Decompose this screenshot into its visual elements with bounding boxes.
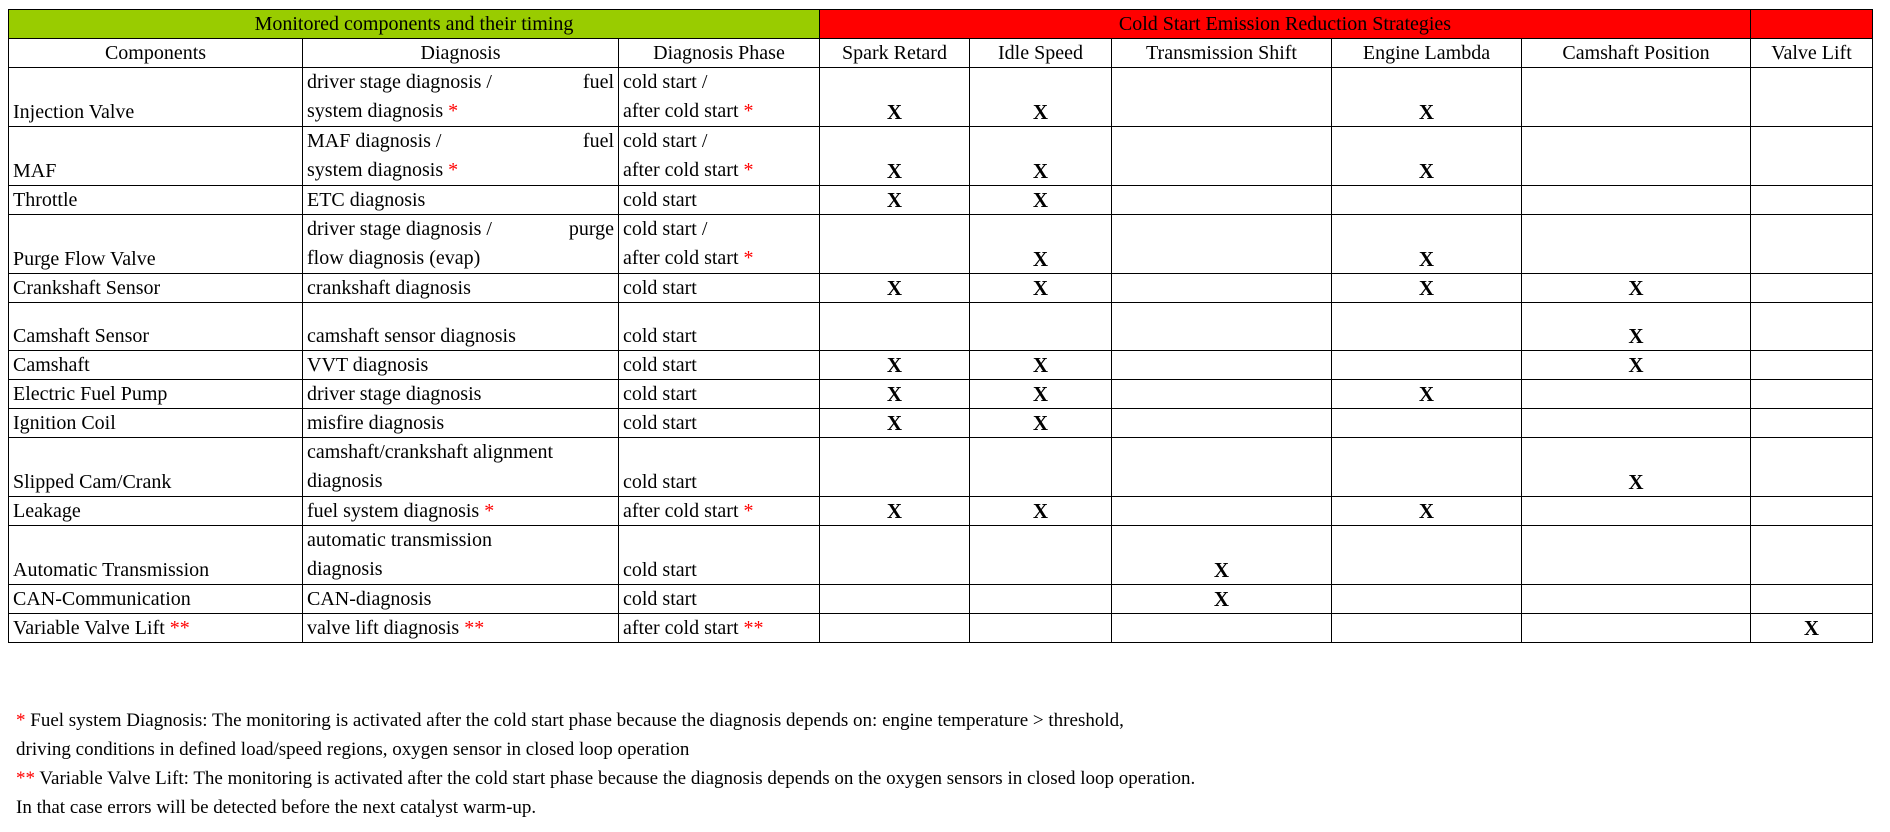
footnote-fuel-system: * Fuel system Diagnosis: The monitoring is activated after the cold start phase because the diagnosis depends on: engine temperature > threshold, (16, 710, 1124, 731)
mark-valve-lift (1751, 585, 1873, 614)
diagnosis-cell (303, 614, 619, 643)
phase-line: cold start / (623, 71, 708, 93)
header-components: Components (9, 39, 303, 68)
footnote-marker: ** (16, 768, 35, 789)
table-row (9, 614, 1873, 643)
component-name: Camshaft (13, 354, 90, 376)
component-cell (9, 303, 303, 351)
footnotes (16, 706, 1195, 822)
table-row (9, 215, 1873, 274)
component-name: Crankshaft Sensor (13, 277, 161, 299)
diagnosis-line: automatic transmission (307, 529, 492, 551)
component-cell (9, 380, 303, 409)
mark-engine-lambda: X (1332, 127, 1522, 186)
mark-engine-lambda (1332, 303, 1522, 351)
mark-spark-retard: X (820, 380, 970, 409)
mark-transmission-shift: X (1112, 526, 1332, 585)
column-header-row (9, 39, 1873, 68)
mark-camshaft-position (1522, 614, 1751, 643)
component-cell (9, 186, 303, 215)
table-row (9, 274, 1873, 303)
asterisk-marker: * (484, 500, 495, 522)
mark-engine-lambda (1332, 186, 1522, 215)
phase-text: cold start (623, 325, 697, 347)
diagnosis-line: flow diagnosis (evap) (307, 247, 481, 269)
header-spark-retard: Spark Retard (820, 39, 970, 68)
mark-valve-lift (1751, 186, 1873, 215)
diagnosis-cell (303, 186, 619, 215)
mark-transmission-shift (1112, 127, 1332, 186)
footnote-marker: * (16, 710, 26, 731)
mark-idle-speed (970, 303, 1112, 351)
diagnosis-text: camshaft sensor diagnosis (307, 325, 516, 347)
phase-text: cold start (623, 471, 697, 493)
header-idle-speed: Idle Speed (970, 39, 1112, 68)
footnote-valve-lift-cont: In that case errors will be detected before the next catalyst warm-up. (16, 797, 537, 818)
mark-valve-lift (1751, 526, 1873, 585)
mark-engine-lambda: X (1332, 68, 1522, 127)
mark-transmission-shift (1112, 68, 1332, 127)
mark-spark-retard (820, 614, 970, 643)
mark-transmission-shift (1112, 409, 1332, 438)
mark-idle-speed: X (970, 497, 1112, 526)
mark-transmission-shift (1112, 614, 1332, 643)
diagnosis-phase-cell (619, 215, 820, 274)
asterisk-marker: ** (169, 617, 190, 639)
asterisk-marker: * (448, 159, 459, 181)
diagnosis-line-end: fuel (582, 71, 614, 93)
mark-valve-lift: X (1751, 614, 1873, 643)
mark-engine-lambda: X (1332, 215, 1522, 274)
component-name: Variable Valve Lift (13, 617, 165, 639)
component-cell (9, 127, 303, 186)
phase-text: cold start (623, 277, 697, 299)
component-cell (9, 409, 303, 438)
mark-valve-lift (1751, 380, 1873, 409)
mark-camshaft-position (1522, 497, 1751, 526)
diagnosis-phase-cell (619, 585, 820, 614)
mark-spark-retard: X (820, 127, 970, 186)
mark-transmission-shift (1112, 215, 1332, 274)
phase-text: cold start (623, 189, 697, 211)
mark-transmission-shift (1112, 303, 1332, 351)
diagnosis-cell (303, 380, 619, 409)
mark-transmission-shift (1112, 186, 1332, 215)
component-name: Throttle (13, 189, 78, 211)
mark-idle-speed (970, 526, 1112, 585)
monitored-components-band: Monitored components and their timing (9, 10, 820, 39)
diagnosis-line: diagnosis (307, 558, 383, 580)
mark-valve-lift (1751, 409, 1873, 438)
mark-idle-speed: X (970, 215, 1112, 274)
mark-engine-lambda (1332, 585, 1522, 614)
mark-camshaft-position (1522, 585, 1751, 614)
header-diagnosis: Diagnosis (303, 39, 619, 68)
table-row (9, 68, 1873, 127)
table-row (9, 497, 1873, 526)
mark-camshaft-position (1522, 186, 1751, 215)
component-name: CAN-Communication (13, 588, 191, 610)
mark-idle-speed: X (970, 409, 1112, 438)
diagnosis-phase-cell (619, 380, 820, 409)
phase-text: cold start (623, 354, 697, 376)
mark-engine-lambda: X (1332, 274, 1522, 303)
phase-line: after cold start (623, 247, 739, 269)
asterisk-marker: * (743, 500, 754, 522)
component-cell (9, 585, 303, 614)
mark-spark-retard (820, 526, 970, 585)
mark-valve-lift (1751, 127, 1873, 186)
diagnosis-phase-cell (619, 127, 820, 186)
mark-idle-speed: X (970, 351, 1112, 380)
component-name: Electric Fuel Pump (13, 383, 168, 405)
asterisk-marker: * (743, 159, 754, 181)
table-row (9, 585, 1873, 614)
phase-text: after cold start (623, 500, 739, 522)
mark-camshaft-position: X (1522, 351, 1751, 380)
mark-spark-retard: X (820, 186, 970, 215)
mark-camshaft-position: X (1522, 438, 1751, 497)
phase-text: cold start (623, 559, 697, 581)
diagnosis-cell (303, 127, 619, 186)
mark-idle-speed: X (970, 127, 1112, 186)
diagnosis-line: driver stage diagnosis / (307, 71, 492, 93)
mark-engine-lambda (1332, 526, 1522, 585)
diagnosis-text: VVT diagnosis (307, 354, 429, 376)
diagnosis-phase-cell (619, 68, 820, 127)
phase-text: after cold start (623, 617, 739, 639)
mark-spark-retard: X (820, 68, 970, 127)
mark-idle-speed: X (970, 274, 1112, 303)
mark-valve-lift (1751, 351, 1873, 380)
mark-camshaft-position (1522, 409, 1751, 438)
component-name: Purge Flow Valve (13, 248, 156, 270)
diagnosis-cell (303, 526, 619, 585)
component-cell (9, 215, 303, 274)
table-row (9, 127, 1873, 186)
diagnosis-line: system diagnosis (307, 100, 444, 122)
mark-spark-retard: X (820, 497, 970, 526)
diagnosis-text: valve lift diagnosis (307, 617, 460, 639)
component-name: Ignition Coil (13, 412, 116, 434)
diagnosis-phase-cell (619, 497, 820, 526)
diagnosis-text: fuel system diagnosis (307, 500, 480, 522)
diagnosis-phase-cell (619, 303, 820, 351)
diagnosis-cell (303, 409, 619, 438)
header-engine-lambda: Engine Lambda (1332, 39, 1522, 68)
mark-valve-lift (1751, 68, 1873, 127)
diagnosis-cell (303, 274, 619, 303)
component-cell (9, 614, 303, 643)
mark-camshaft-position: X (1522, 303, 1751, 351)
mark-engine-lambda (1332, 614, 1522, 643)
diagnosis-line-end: purge (568, 218, 614, 240)
mark-valve-lift (1751, 215, 1873, 274)
diagnosis-cell (303, 68, 619, 127)
header-camshaft-position: Camshaft Position (1522, 39, 1751, 68)
mark-transmission-shift (1112, 351, 1332, 380)
mark-camshaft-position (1522, 68, 1751, 127)
diagnosis-phase-cell (619, 614, 820, 643)
mark-valve-lift (1751, 497, 1873, 526)
phase-text: cold start (623, 383, 697, 405)
mark-spark-retard: X (820, 274, 970, 303)
component-name: MAF (13, 160, 57, 182)
diagnosis-cell (303, 351, 619, 380)
asterisk-marker: ** (464, 617, 485, 639)
header-diagnosis-phase: Diagnosis Phase (619, 39, 820, 68)
mark-spark-retard: X (820, 409, 970, 438)
diagnosis-phase-cell (619, 274, 820, 303)
component-name: Leakage (13, 500, 81, 522)
mark-engine-lambda (1332, 409, 1522, 438)
diagnosis-cell (303, 215, 619, 274)
component-name: Camshaft Sensor (13, 325, 150, 347)
table-row (9, 526, 1873, 585)
diagnosis-line: camshaft/crankshaft alignment (307, 441, 554, 463)
phase-text: cold start (623, 588, 697, 610)
mark-engine-lambda (1332, 351, 1522, 380)
diagnosis-text: driver stage diagnosis (307, 383, 482, 405)
mark-idle-speed: X (970, 186, 1112, 215)
mark-transmission-shift (1112, 497, 1332, 526)
diagnosis-cell (303, 438, 619, 497)
diagnosis-phase-cell (619, 438, 820, 497)
footnote-fuel-system-cont: driving conditions in defined load/speed regions, oxygen sensor in closed loop operation (16, 739, 690, 760)
mark-spark-retard (820, 215, 970, 274)
diagnosis-phase-cell (619, 351, 820, 380)
emission-strategy-table (8, 9, 1873, 643)
phase-line: after cold start (623, 100, 739, 122)
component-cell (9, 526, 303, 585)
cold-start-strategies-band: Cold Start Emission Reduction Strategies (820, 10, 1751, 39)
mark-idle-speed (970, 614, 1112, 643)
phase-line: cold start / (623, 218, 708, 240)
component-cell (9, 351, 303, 380)
mark-engine-lambda (1332, 438, 1522, 497)
asterisk-marker: * (448, 100, 459, 122)
component-cell (9, 438, 303, 497)
diagnosis-text: misfire diagnosis (307, 412, 445, 434)
mark-idle-speed: X (970, 380, 1112, 409)
mark-spark-retard (820, 303, 970, 351)
diagnosis-phase-cell (619, 409, 820, 438)
diagnosis-line: driver stage diagnosis / (307, 218, 492, 240)
mark-engine-lambda: X (1332, 380, 1522, 409)
header-valve-lift: Valve Lift (1751, 39, 1873, 68)
table-row (9, 438, 1873, 497)
table-row (9, 409, 1873, 438)
mark-transmission-shift: X (1112, 585, 1332, 614)
mark-camshaft-position (1522, 215, 1751, 274)
mark-spark-retard (820, 438, 970, 497)
diagnosis-line: diagnosis (307, 470, 383, 492)
footnote-valve-lift: ** Variable Valve Lift: The monitoring is activated after the cold start phase because the diagnosis depends on the oxygen sensors in closed loop operation. (16, 768, 1196, 789)
component-cell (9, 68, 303, 127)
phase-text: cold start (623, 412, 697, 434)
diagnosis-text: CAN-diagnosis (307, 588, 432, 610)
component-cell (9, 497, 303, 526)
asterisk-marker: * (743, 247, 754, 269)
mark-valve-lift (1751, 274, 1873, 303)
mark-idle-speed: X (970, 68, 1112, 127)
mark-camshaft-position (1522, 526, 1751, 585)
diagnosis-phase-cell (619, 186, 820, 215)
mark-camshaft-position (1522, 127, 1751, 186)
band-filler (1751, 10, 1873, 39)
component-name: Slipped Cam/Crank (13, 471, 172, 493)
mark-engine-lambda: X (1332, 497, 1522, 526)
phase-line: cold start / (623, 130, 708, 152)
diagnosis-cell (303, 303, 619, 351)
diagnosis-phase-cell (619, 526, 820, 585)
diagnosis-text: ETC diagnosis (307, 189, 426, 211)
table-row (9, 351, 1873, 380)
table-row (9, 186, 1873, 215)
component-name: Automatic Transmission (13, 559, 210, 581)
table-body (9, 68, 1873, 643)
mark-spark-retard: X (820, 351, 970, 380)
diagnosis-cell (303, 497, 619, 526)
component-name: Injection Valve (13, 101, 135, 123)
component-cell (9, 274, 303, 303)
diagnosis-line: system diagnosis (307, 159, 444, 181)
mark-transmission-shift (1112, 438, 1332, 497)
header-transmission-shift: Transmission Shift (1112, 39, 1332, 68)
table-row (9, 380, 1873, 409)
asterisk-marker: * (743, 100, 754, 122)
mark-idle-speed (970, 585, 1112, 614)
diagnosis-cell (303, 585, 619, 614)
diagnosis-line-end: fuel (582, 130, 614, 152)
mark-idle-speed (970, 438, 1112, 497)
mark-transmission-shift (1112, 380, 1332, 409)
mark-valve-lift (1751, 438, 1873, 497)
mark-transmission-shift (1112, 274, 1332, 303)
table-row (9, 303, 1873, 351)
diagnosis-text: crankshaft diagnosis (307, 277, 471, 299)
diagnosis-line: MAF diagnosis / (307, 130, 442, 152)
mark-camshaft-position: X (1522, 274, 1751, 303)
mark-valve-lift (1751, 303, 1873, 351)
asterisk-marker: ** (743, 617, 764, 639)
mark-spark-retard (820, 585, 970, 614)
phase-line: after cold start (623, 159, 739, 181)
mark-camshaft-position (1522, 380, 1751, 409)
